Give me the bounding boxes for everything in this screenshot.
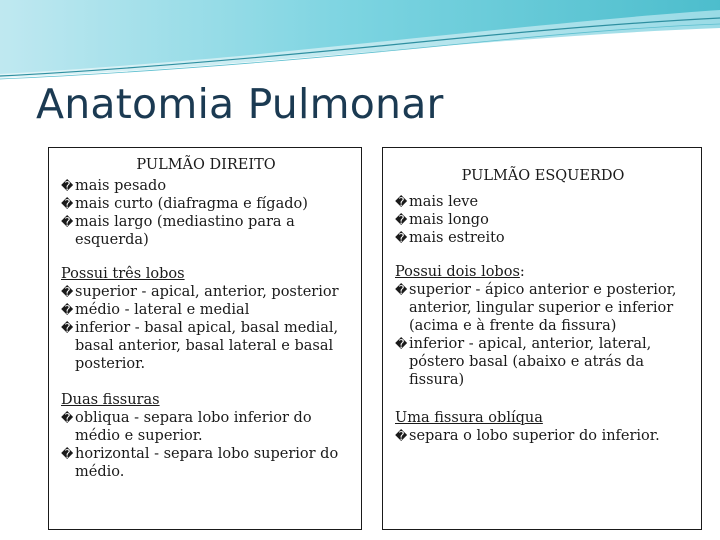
bullet-icon: � xyxy=(395,195,408,209)
list-item: � médio - lateral e medial xyxy=(61,302,250,318)
bullet-icon: � xyxy=(61,285,74,299)
right-lung-fissures-section xyxy=(61,391,351,481)
list-item: � inferior - basal apical, basal medial, basal anterior, basal lateral e basal posterior. xyxy=(61,320,339,372)
bullet-icon: � xyxy=(395,283,408,297)
list-item: � mais longo xyxy=(395,212,489,228)
lobes-title: Possui dois lobos xyxy=(395,264,520,280)
list-item: � inferior - apical, anterior, lateral, póstero basal (abaixo e atrás da fissura) xyxy=(395,336,652,388)
right-lung-panel xyxy=(48,147,362,530)
bullet-icon: � xyxy=(61,215,74,229)
bullet-icon: � xyxy=(61,411,74,425)
list-item: � mais largo (mediastino para a esquerda) xyxy=(61,214,295,248)
fissures-title: Duas fissuras xyxy=(61,392,160,408)
bullet-icon: � xyxy=(395,337,408,351)
list-item: � mais curto (diafragma e fígado) xyxy=(61,196,308,212)
slide-title: Anatomia Pulmonar xyxy=(36,80,444,128)
bullet-icon: � xyxy=(61,179,74,193)
bullet-icon: � xyxy=(395,231,408,245)
left-lung-lobes-section xyxy=(395,263,691,389)
bullet-icon: � xyxy=(61,303,74,317)
left-lung-heading: PULMÃO ESQUERDO xyxy=(461,168,625,184)
bullet-icon: � xyxy=(61,447,74,461)
list-item: � superior - apical, anterior, posterior xyxy=(61,284,339,300)
lobes-title: Possui três lobos xyxy=(61,266,185,282)
lobes-title-line xyxy=(395,264,525,280)
list-item: � separa o lobo superior do inferior. xyxy=(395,428,660,444)
list-item: � horizontal - separa lobo superior do médio. xyxy=(61,446,339,480)
lobes-title-suffix: : xyxy=(519,264,525,280)
list-item: � obliqua - separa lobo inferior do médio e superior. xyxy=(61,410,312,444)
bullet-icon: � xyxy=(395,213,408,227)
list-item: � superior - ápico anterior e posterior, anterior, lingular superior e inferior (acima e à frente da fissura) xyxy=(395,282,677,334)
list-item: � mais leve xyxy=(395,194,479,210)
list-item: � mais estreito xyxy=(395,230,505,246)
bullet-icon: � xyxy=(61,321,74,335)
bullet-icon: � xyxy=(61,197,74,211)
wave-decoration xyxy=(0,0,720,80)
right-lung-lobes-section xyxy=(61,265,351,373)
right-lung-heading: PULMÃO DIREITO xyxy=(136,157,276,173)
right-lung-intro-list xyxy=(61,177,351,249)
fissures-title: Uma fissura oblíqua xyxy=(395,410,543,426)
list-item: � mais pesado xyxy=(61,178,167,194)
left-lung-fissures-section xyxy=(395,409,691,445)
header-decoration xyxy=(0,0,720,80)
bullet-icon: � xyxy=(395,429,408,443)
left-lung-intro-list xyxy=(395,193,691,247)
left-lung-panel xyxy=(382,147,702,530)
